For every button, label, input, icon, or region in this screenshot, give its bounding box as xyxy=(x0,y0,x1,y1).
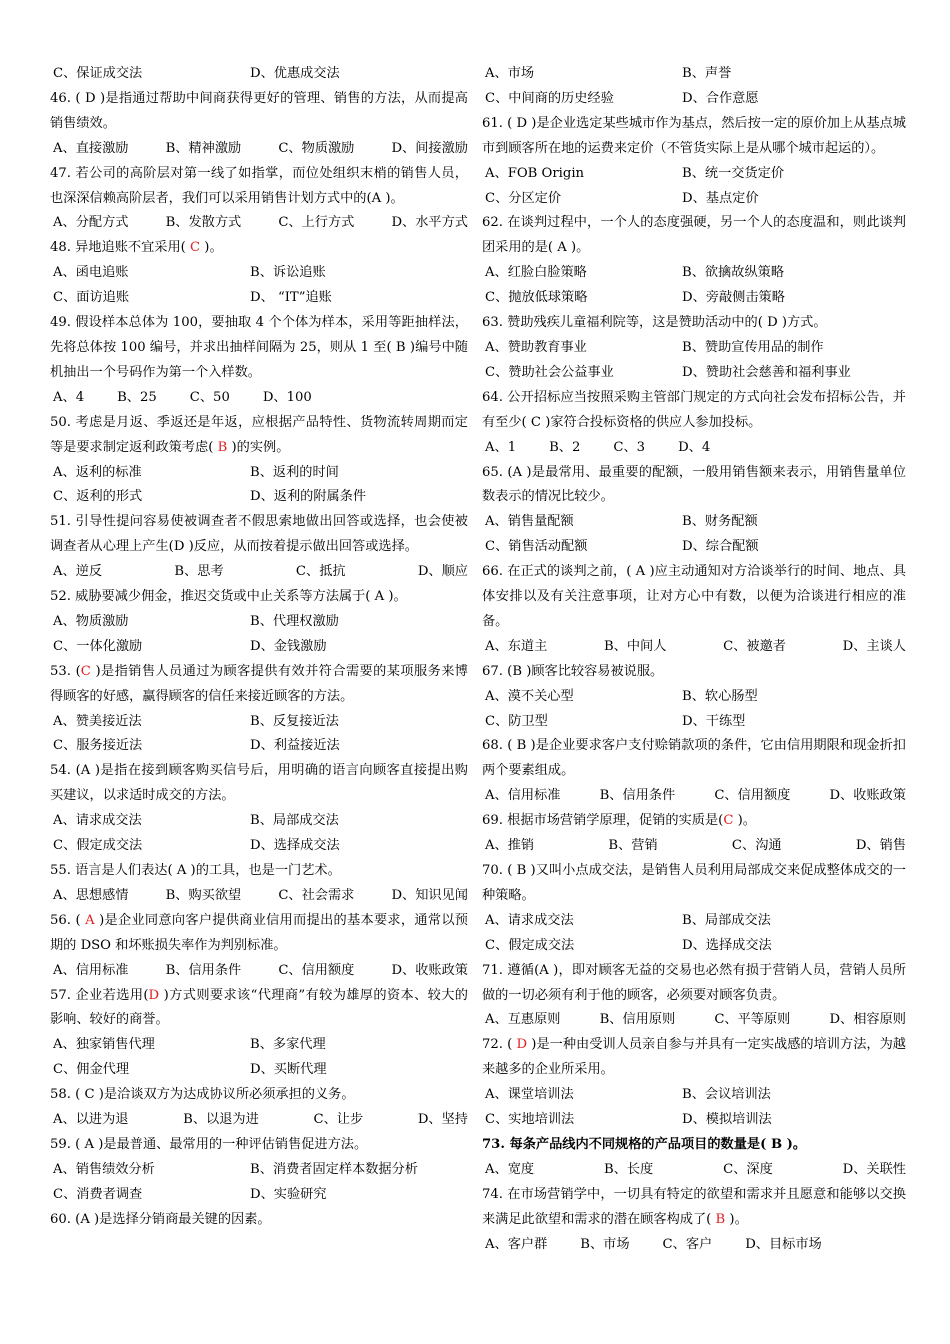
question-text xyxy=(50,87,468,137)
answer-letter: D xyxy=(516,115,528,131)
options-row xyxy=(50,1108,468,1133)
option-item: A、分配方式 xyxy=(53,215,129,231)
options-row xyxy=(482,286,906,311)
answer-letter: B xyxy=(715,1211,726,1227)
option-item: D、100 xyxy=(262,389,312,405)
question-stem-tail: )的实例。 xyxy=(227,439,290,455)
options-row xyxy=(482,535,906,560)
option-item: C、实地培训法 xyxy=(485,1112,575,1128)
question-stem-tail: )反应，从而按着提示做出回答或选择。 xyxy=(184,539,418,555)
option-item: B、市场 xyxy=(580,1236,630,1252)
option-item: C、防卫型 xyxy=(485,713,548,729)
option-item: B、长度 xyxy=(603,1161,654,1177)
options-row xyxy=(482,834,906,859)
answer-letter: A xyxy=(80,763,91,779)
option-item: C、深度 xyxy=(723,1161,773,1177)
question-stem-tail: )应主动通知对方洽谈举行的时间、地点、具体安排以及有关注意事项，让对方心中有数，以便为洽谈进行相应的准备。 xyxy=(482,564,906,629)
answer-letter: C xyxy=(190,240,201,256)
option-item: A、逆反 xyxy=(53,564,103,580)
question-text xyxy=(482,1183,906,1233)
question-stem: 63. 赞助残疾儿童福利院等，这是赞助活动中的( xyxy=(482,315,768,331)
option-item: A、请求成交法 xyxy=(53,813,142,829)
option-item: C、赞助社会公益事业 xyxy=(485,364,614,380)
question-stem: 60. ( xyxy=(50,1211,81,1227)
option-item: C、消费者调查 xyxy=(53,1186,143,1202)
option-item: A、赞美接近法 xyxy=(53,713,142,729)
option-item: B、局部成交法 xyxy=(250,813,339,829)
options-row xyxy=(482,436,906,461)
question-text xyxy=(50,162,468,212)
option-item: C、分区定价 xyxy=(485,190,562,206)
question-text xyxy=(50,1208,468,1233)
question-text xyxy=(482,112,906,162)
option-item: B、信用原则 xyxy=(599,1012,676,1028)
options-row xyxy=(482,336,906,361)
options-row xyxy=(50,884,468,909)
option-item: B、思考 xyxy=(174,564,224,580)
options-row xyxy=(50,959,468,984)
option-item: A、信用标准 xyxy=(53,962,129,978)
options-row xyxy=(482,784,906,809)
right-column xyxy=(482,62,906,1258)
option-item: A、漠不关心型 xyxy=(485,688,574,704)
option-item: C、服务接近法 xyxy=(53,738,143,754)
option-item: D、顺应 xyxy=(417,564,468,580)
answer-letter: B xyxy=(217,439,228,455)
option-item: A、1 xyxy=(485,439,517,455)
option-item: C、3 xyxy=(613,439,646,455)
option-item: A、客户群 xyxy=(485,1236,548,1252)
question-stem: 73. 每条产品线内不同规格的产品项目的数量是( xyxy=(482,1136,771,1152)
option-item: D、销售 xyxy=(855,838,906,854)
option-item: C、佣金代理 xyxy=(53,1062,130,1078)
option-item: A、宽度 xyxy=(485,1161,535,1177)
answer-letter: B xyxy=(512,663,523,679)
options-row xyxy=(482,685,906,710)
question-text xyxy=(482,809,906,834)
question-stem-tail: )是企业选定某些城市作为基点，然后按一定的原价加上从基点城市到顾客所在地的运费来定价（不管货实际上是从哪个城市起运的）。 xyxy=(482,115,906,156)
option-item: B、多家代理 xyxy=(250,1037,326,1053)
answer-letter: C xyxy=(80,663,91,679)
answer-letter: C xyxy=(723,813,734,829)
question-text xyxy=(50,859,468,884)
option-item: C、返利的形式 xyxy=(53,489,143,505)
question-stem: 49. 假设样本总体为 100，要抽取 4 个个体为样本，采用等距抽样法，先将总体按 100 编号，并求出抽样间隔为 25，则从 1 至( xyxy=(50,315,468,355)
question-text xyxy=(482,1033,906,1083)
option-item: D、综合配额 xyxy=(682,539,759,555)
options-row xyxy=(50,211,468,236)
option-item: B、返利的时间 xyxy=(250,464,339,480)
option-item: B、赞助宣传用品的制作 xyxy=(682,339,824,355)
question-text xyxy=(482,859,906,909)
question-stem: 51. 引导性提问容易使被调查者不假思索地做出回答或选择，也会使被调查者从心理上产生( xyxy=(50,514,468,555)
options-row xyxy=(50,137,468,162)
question-stem-tail: )又叫小点成交法，是销售人员利用局部成交来促成整体成交的一种策略。 xyxy=(482,863,906,903)
options-row xyxy=(482,87,906,112)
option-item: A、赞助教育事业 xyxy=(485,339,587,355)
question-text xyxy=(50,236,468,261)
option-item: A、课堂培训法 xyxy=(485,1087,574,1103)
option-item: C、上行方式 xyxy=(278,215,355,231)
question-text xyxy=(50,984,468,1034)
question-text xyxy=(50,1133,468,1158)
option-item: C、客户 xyxy=(662,1236,713,1252)
options-row xyxy=(482,635,906,660)
option-item: B、购买欲望 xyxy=(165,887,242,903)
option-item: C、中间商的历史经验 xyxy=(485,90,614,106)
option-item: D、实验研究 xyxy=(250,1186,327,1202)
option-item: B、精神激励 xyxy=(165,140,242,156)
option-item: D、收账政策 xyxy=(391,962,468,978)
question-stem: 64. 公开招标应当按照采购主管部门规定的方式向社会发布招标公告，并有至少( xyxy=(482,389,906,430)
option-item: A、4 xyxy=(53,389,85,405)
option-item: A、互惠原则 xyxy=(485,1012,561,1028)
options-row xyxy=(50,1158,468,1183)
question-text xyxy=(50,1083,468,1108)
option-item: D、返利的附属条件 xyxy=(250,489,367,505)
options-row xyxy=(482,1233,906,1258)
answer-letter: A xyxy=(85,912,95,928)
option-item: C、物质激励 xyxy=(278,140,355,156)
question-stem: 66. 在正式的谈判之前，( xyxy=(482,564,636,580)
options-row xyxy=(50,809,468,834)
answer-letter: D xyxy=(148,987,160,1003)
question-stem-tail: )是企业同意向客户提供商业信用而提出的基本要求，通常以预期的 DSO 和坏账损失率作为判别标准。 xyxy=(50,912,468,953)
answer-letter: A xyxy=(557,240,567,256)
question-stem-tail: )。 xyxy=(733,813,756,829)
options-row xyxy=(50,834,468,859)
answer-letter: A xyxy=(84,1136,95,1152)
question-text xyxy=(482,461,906,511)
question-stem-tail: )的工具，也是一门艺术。 xyxy=(186,863,341,878)
question-stem-tail: )是指在接到顾客购买信号后，用明确的语言向顾客直接提出购买建议，以求适时成交的方法。 xyxy=(50,763,468,804)
answer-letter: A xyxy=(635,564,646,580)
option-item: A、直接激励 xyxy=(53,140,129,156)
answer-letter: A xyxy=(176,863,187,878)
answer-letter: A xyxy=(80,1211,90,1227)
question-text xyxy=(482,211,906,261)
option-item: D、坚持 xyxy=(417,1112,468,1128)
option-item: C、假定成交法 xyxy=(485,937,575,953)
option-item: B、会议培训法 xyxy=(682,1087,771,1103)
options-row xyxy=(50,461,468,486)
options-row xyxy=(50,1183,468,1208)
question-stem: 47. 若公司的高阶层对第一线了如指掌，而位处组织末梢的销售人员，也深深信赖高阶层者，我们可以采用销售计划方式中的( xyxy=(50,165,468,206)
options-row xyxy=(50,261,468,286)
option-item: C、信用额度 xyxy=(714,788,791,804)
answer-letter: B xyxy=(770,1136,783,1152)
question-stem: 70. ( xyxy=(482,863,517,878)
question-stem-tail: )。 xyxy=(381,190,404,206)
answer-letter: C xyxy=(530,414,541,430)
options-row xyxy=(482,1083,906,1108)
option-item: A、函电追账 xyxy=(53,265,129,281)
option-item: D、利益接近法 xyxy=(250,738,340,754)
option-item: B、消费者固定样本数据分析 xyxy=(250,1161,418,1177)
options-row xyxy=(50,1058,468,1083)
option-item: B、发散方式 xyxy=(165,215,242,231)
question-stem-tail: )。 xyxy=(782,1136,807,1152)
question-text xyxy=(50,909,468,959)
question-stem-tail: )。 xyxy=(200,240,223,256)
option-item: D、模拟培训法 xyxy=(682,1112,772,1128)
question-stem-tail: )是指通过帮助中间商获得更好的管理、销售的方法，从而提高销售绩效。 xyxy=(50,90,468,131)
question-stem: 67. ( xyxy=(482,663,513,679)
question-stem: 52. 威胁要减少佣金，推迟交货或中止关系等方法属于( xyxy=(50,589,375,605)
options-row xyxy=(482,1108,906,1133)
option-item: D、4 xyxy=(678,439,711,455)
question-text xyxy=(50,411,468,461)
option-item: B、反复接近法 xyxy=(250,713,339,729)
option-item: A、返利的标准 xyxy=(53,464,142,480)
option-item: A、市场 xyxy=(485,66,535,81)
left-column xyxy=(50,62,468,1233)
option-item: D、选择成交法 xyxy=(682,937,772,953)
option-item: D、间接激励 xyxy=(391,140,468,156)
question-stem: 53. ( xyxy=(50,663,81,679)
option-item: D、赞助社会慈善和福利事业 xyxy=(682,364,851,380)
option-item: D、关联性 xyxy=(842,1161,906,1177)
question-stem-tail: )是最常用、最重要的配额，一般用销售额来表示，用销售量单位数表示的情况比较少。 xyxy=(482,464,906,505)
question-stem-tail: )。 xyxy=(725,1211,748,1227)
option-item: B、信用条件 xyxy=(165,962,242,978)
answer-letter: A xyxy=(374,589,385,605)
option-item: D、买断代理 xyxy=(250,1062,327,1078)
option-item: C、让步 xyxy=(313,1112,364,1128)
options-row xyxy=(50,610,468,635)
option-item: B、以退为进 xyxy=(183,1112,259,1128)
question-stem-tail: )。 xyxy=(384,589,407,605)
option-item: B、代理权激励 xyxy=(250,613,339,629)
question-stem-tail: )是企业要求客户支付赊销款项的条件，它由信用期限和现金折扣两个要素组成。 xyxy=(482,738,906,779)
options-row xyxy=(482,710,906,735)
answer-letter: D xyxy=(173,539,185,555)
answer-letter: D xyxy=(85,90,96,106)
option-item: A、东道主 xyxy=(485,638,548,654)
options-row xyxy=(482,1158,906,1183)
option-item: D、干练型 xyxy=(682,713,746,729)
option-item: A、销售绩效分析 xyxy=(53,1161,155,1177)
option-item: A、FOB Origin xyxy=(485,165,585,181)
option-item: D、选择成交法 xyxy=(250,838,340,854)
question-text xyxy=(482,734,906,784)
option-item: D、目标市场 xyxy=(745,1236,822,1252)
question-stem-tail: )是选择分销商最关键的因素。 xyxy=(89,1211,271,1227)
question-stem-tail: )顾客比较容易被说服。 xyxy=(522,663,664,679)
option-item: B、软心肠型 xyxy=(682,688,758,704)
question-text xyxy=(50,759,468,809)
option-item: C、保证成交法 xyxy=(53,66,143,81)
question-stem: 59. ( xyxy=(50,1136,85,1152)
option-item: B、财务配额 xyxy=(682,514,758,530)
option-item: B、局部成交法 xyxy=(682,912,771,928)
question-text xyxy=(50,311,468,386)
answer-letter: D xyxy=(516,1037,528,1053)
question-stem-tail: )方式则要求该“代理商”有较为雄厚的资本、较大的影响、较好的商誉。 xyxy=(50,987,468,1028)
options-row xyxy=(50,62,468,87)
option-item: C、销售活动配额 xyxy=(485,539,588,555)
answer-letter: B xyxy=(516,738,527,754)
option-item: D、相容原则 xyxy=(829,1012,906,1028)
question-stem: 57. 企业若选用( xyxy=(50,987,149,1003)
option-item: B、2 xyxy=(549,439,581,455)
option-item: C、被邀者 xyxy=(723,638,786,654)
options-row xyxy=(50,635,468,660)
option-item: C、信用额度 xyxy=(278,962,355,978)
answer-letter: A xyxy=(512,464,523,480)
option-item: B、营销 xyxy=(608,838,658,854)
options-row xyxy=(50,560,468,585)
option-item: D、金钱激励 xyxy=(250,638,327,654)
question-stem: 72. ( xyxy=(482,1037,517,1053)
answer-letter: B xyxy=(395,339,406,355)
question-stem-tail: )是一种由受训人员亲自参与并具有一定实战感的培训方法，为越来越多的企业所采用。 xyxy=(482,1037,906,1078)
options-row xyxy=(482,261,906,286)
option-item: D、主谈人 xyxy=(842,638,906,654)
option-item: A、独家销售代理 xyxy=(53,1037,155,1053)
option-item: B、中间人 xyxy=(603,638,667,654)
options-row xyxy=(482,1008,906,1033)
option-item: C、沟通 xyxy=(731,838,782,854)
question-stem-tail: )方式。 xyxy=(777,315,827,331)
question-text xyxy=(50,510,468,560)
option-item: C、抵抗 xyxy=(295,564,346,580)
option-item: D、旁敲侧击策略 xyxy=(682,290,785,306)
answer-letter: D xyxy=(767,315,778,331)
question-stem-tail: )是洽谈双方为达成协议所必须承担的义务。 xyxy=(94,1087,355,1103)
question-stem: 46. ( xyxy=(50,90,86,106)
option-item: D、知识见闻 xyxy=(391,887,468,903)
question-stem: 58. ( xyxy=(50,1087,85,1103)
options-row xyxy=(482,909,906,934)
answer-letter: A xyxy=(371,190,382,206)
option-item: A、物质激励 xyxy=(53,613,129,629)
option-item: D、 “IT”追账 xyxy=(250,290,332,306)
options-row xyxy=(482,361,906,386)
question-stem: 56. ( xyxy=(50,912,86,928)
option-item: A、销售量配额 xyxy=(485,514,574,530)
option-item: C、社会需求 xyxy=(278,887,355,903)
options-row xyxy=(482,934,906,959)
option-item: B、25 xyxy=(117,389,157,405)
option-item: B、统一交货定价 xyxy=(682,165,785,181)
question-text xyxy=(50,585,468,610)
options-row xyxy=(50,710,468,735)
question-text xyxy=(482,560,906,635)
question-text xyxy=(482,959,906,1009)
option-item: B、信用条件 xyxy=(599,788,676,804)
options-row xyxy=(50,734,468,759)
question-text xyxy=(482,660,906,685)
options-row xyxy=(482,162,906,187)
question-stem: 62. 在谈判过程中，一个人的态度强硬，另一个人的态度温和，则此谈判团采用的是( xyxy=(482,215,906,256)
option-item: D、水平方式 xyxy=(391,215,468,231)
option-item: A、红脸白脸策略 xyxy=(485,265,587,281)
question-stem: 55. 语言是人们表达( xyxy=(50,863,177,878)
answer-letter: A xyxy=(539,962,549,978)
answer-letter: C xyxy=(84,1087,95,1103)
question-stem: 61. ( xyxy=(482,115,517,131)
option-item: C、假定成交法 xyxy=(53,838,143,854)
question-stem-tail: )。 xyxy=(566,240,590,256)
question-stem-tail: )家符合投标资格的供应人参加投标。 xyxy=(541,414,762,430)
options-row xyxy=(50,485,468,510)
option-item: A、以进为退 xyxy=(53,1112,129,1128)
option-item: C、平等原则 xyxy=(714,1012,791,1028)
question-stem-tail: )是指销售人员通过为顾客提供有效并符合需要的某项服务来博得顾客的好感，赢得顾客的信任来接近顾客的方法。 xyxy=(50,663,468,704)
option-item: D、合作意愿 xyxy=(682,90,759,106)
options-row xyxy=(50,1033,468,1058)
option-item: C、50 xyxy=(189,389,230,405)
question-stem: 71. 遵循( xyxy=(482,962,540,978)
question-stem: 50. 考虑是月返、季返还是年返，应根据产品特性、货物流转周期而定等是要求制定返利政策考虑( xyxy=(50,414,468,455)
options-row xyxy=(50,386,468,411)
option-item: A、请求成交法 xyxy=(485,912,574,928)
option-item: D、收账政策 xyxy=(829,788,906,804)
option-item: B、诉讼追账 xyxy=(250,265,326,281)
question-stem: 54. ( xyxy=(50,763,81,779)
question-stem: 48. 异地追账不宜采用( xyxy=(50,240,191,256)
option-item: D、基点定价 xyxy=(682,190,759,206)
question-stem-tail: )，即对顾客无益的交易也必然有损于营销人员，营销人员所做的一切必须有利于他的顾客，必须要对顾客负责。 xyxy=(482,962,906,1003)
question-stem: 65. ( xyxy=(482,464,513,480)
question-text xyxy=(482,1133,906,1158)
question-text xyxy=(482,386,906,436)
options-row xyxy=(482,510,906,535)
options-row xyxy=(482,187,906,212)
question-stem-tail: )是最普通、最常用的一种评估销售促进方法。 xyxy=(94,1136,368,1152)
option-item: A、推销 xyxy=(485,838,535,854)
option-item: C、面访追账 xyxy=(53,290,130,306)
question-stem-tail: )编号中随机抽出一个号码作为第一个入样数。 xyxy=(50,339,468,380)
option-item: C、抛放低球策略 xyxy=(485,290,588,306)
options-row xyxy=(50,286,468,311)
option-item: B、声誉 xyxy=(682,66,732,81)
answer-letter: B xyxy=(516,863,527,878)
question-text xyxy=(50,660,468,710)
option-item: A、信用标准 xyxy=(485,788,561,804)
question-text xyxy=(482,311,906,336)
question-stem: 69. 根据市场营销学原理，促销的实质是( xyxy=(482,813,724,829)
option-item: A、思想感情 xyxy=(53,887,129,903)
option-item: C、一体化激励 xyxy=(53,638,143,654)
options-row xyxy=(482,62,906,87)
question-stem: 68. ( xyxy=(482,738,517,754)
option-item: B、欲擒故纵策略 xyxy=(682,265,785,281)
option-item: D、优惠成交法 xyxy=(250,66,340,81)
question-stem: 74. 在市场营销学中，一切具有特定的欲望和需求并且愿意和能够以交换来满足此欲望和需求的潜在顾客构成了( xyxy=(482,1186,906,1227)
